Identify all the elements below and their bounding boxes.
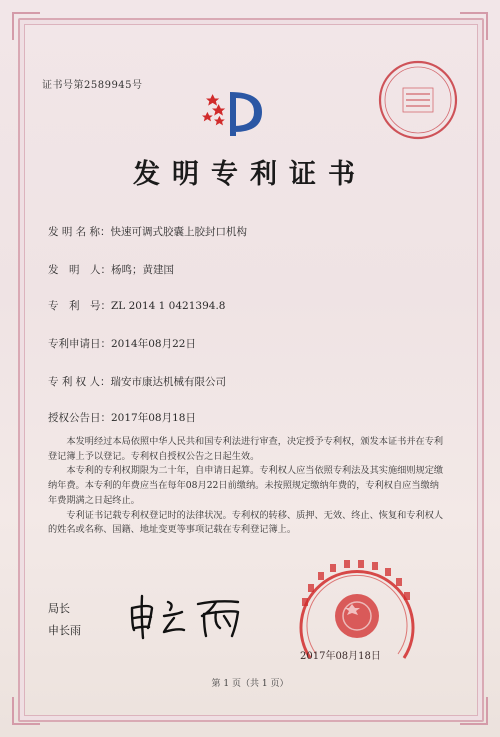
field-label: 发 明 人：: [48, 264, 111, 276]
field-value: 快速可调式胶囊上胶封口机构: [110, 226, 248, 238]
field-label: 专 利 权 人：: [48, 376, 111, 388]
seal-date: 2017年08月18日: [300, 651, 381, 662]
border-corner: [460, 697, 488, 725]
field-label: 发 明 名 称：: [48, 226, 111, 238]
page-number: 第 1 页（共 1 页）: [211, 679, 289, 689]
director-name: 申长雨: [48, 624, 81, 637]
field-label: 专 利 号：: [48, 300, 111, 312]
field-grant-date: [48, 410, 196, 425]
certificate-title: 发明专利证书: [133, 159, 367, 190]
patent-office-logo-icon: [200, 86, 270, 142]
director-title: 局长: [48, 602, 70, 615]
field-label: 授权公告日：: [48, 412, 111, 424]
field-value: 瑞安市康达机械有限公司: [110, 376, 227, 388]
agency-stamp: [376, 58, 460, 142]
border-corner: [12, 697, 40, 725]
border-corner: [12, 12, 40, 40]
field-label: 专利申请日：: [48, 338, 111, 350]
body-paragraph: 专利证书记载专利权登记时的法律状况。专利权的转移、质押、无效、终止、恢复和专利权人的姓名或名称、国籍、地址变更等事项记载在专利登记簿上。: [48, 509, 444, 536]
field-value: ZL 2014 1 0421394.8: [111, 300, 226, 312]
field-application-date: [48, 336, 196, 351]
field-value: 杨鸣；黄建国: [111, 264, 174, 276]
body-paragraph: 本专利的专利权期限为二十年，自申请日起算。专利权人应当依照专利法及其实施细则规定缴纳年费。本专利的年费应当在每年08月22日前缴纳。未按照规定缴纳年费的，专利权自应当缴纳年费期满之日起终止。: [48, 465, 444, 506]
field-invention-name: [48, 224, 247, 239]
director-signature: [126, 592, 256, 640]
field-patentee: [48, 374, 226, 389]
field-patent-number: [48, 298, 225, 313]
field-value: 2017年08月18日: [111, 412, 196, 424]
certificate-number: 证书号第2589945号: [42, 80, 143, 91]
border-corner: [460, 12, 488, 40]
certificate-body: [48, 435, 448, 538]
body-paragraph: 本发明经过本局依照中华人民共和国专利法进行审查，决定授予专利权，颁发本证书并在专利登记簿上予以登记。专利权自授权公告之日起生效。: [48, 436, 444, 462]
field-inventor: [48, 262, 174, 277]
field-value: 2014年08月22日: [111, 338, 196, 350]
